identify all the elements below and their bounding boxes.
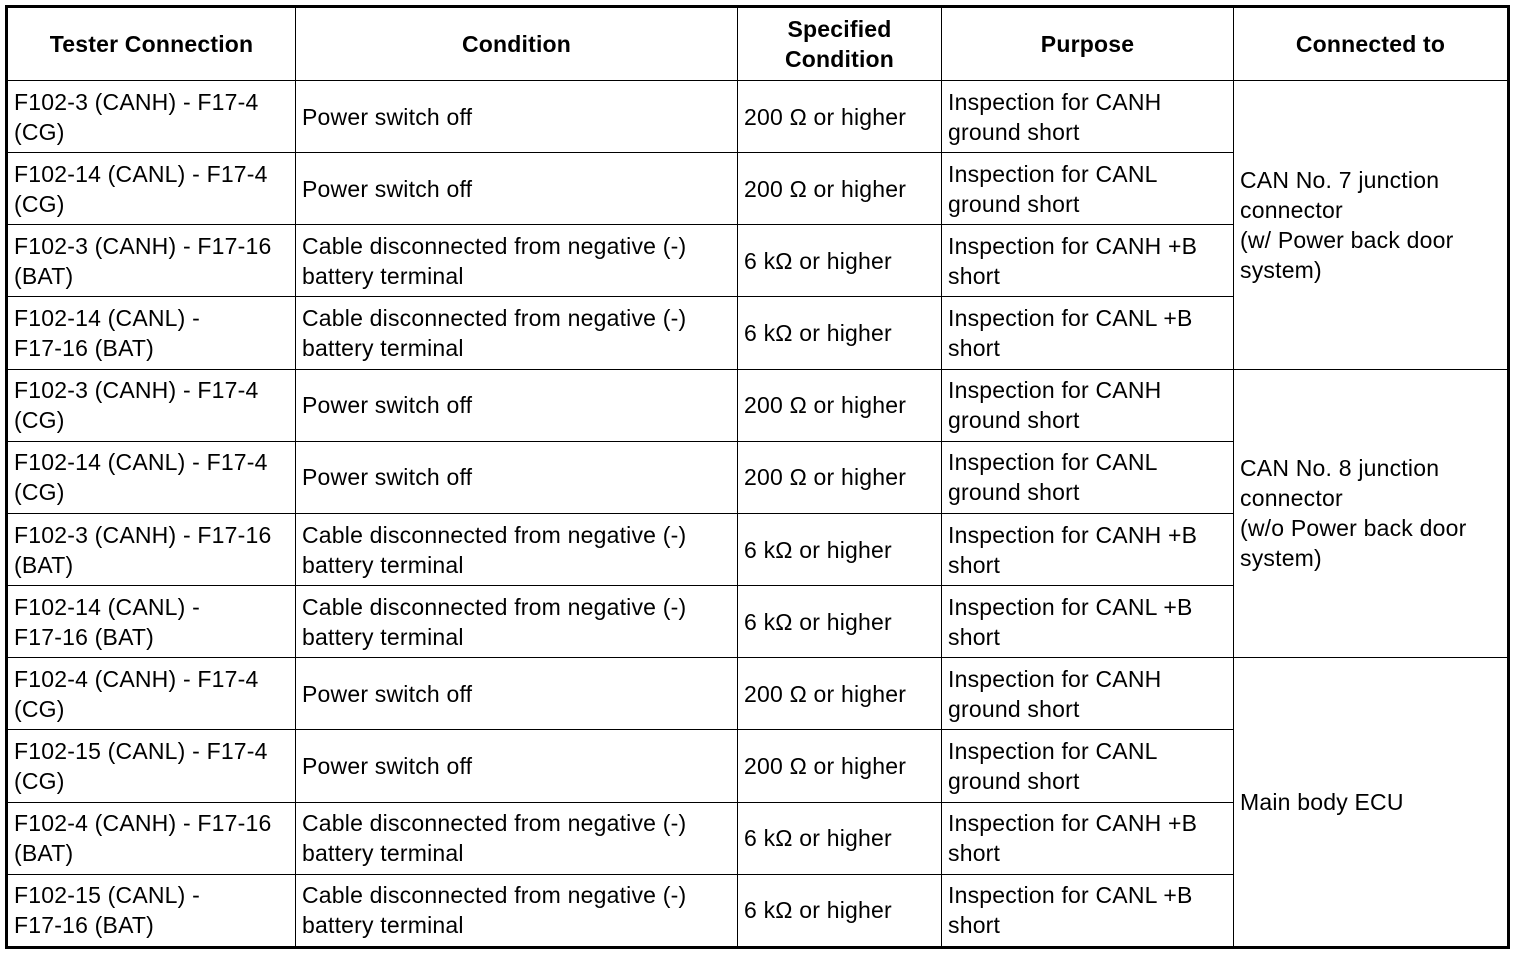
purpose-cell: Inspection for CANL ground short <box>942 153 1234 225</box>
connected-to-cell: CAN No. 8 junction connector (w/o Power back door system) <box>1234 369 1509 658</box>
purpose-cell: Inspection for CANH +B short <box>942 225 1234 297</box>
header-condition: Condition <box>296 7 738 81</box>
purpose-cell: Inspection for CANL +B short <box>942 874 1234 947</box>
condition-cell: Power switch off <box>296 153 738 225</box>
connected-to-cell: Main body ECU <box>1234 658 1509 948</box>
condition-cell: Power switch off <box>296 730 738 802</box>
specified-condition-cell: 6 kΩ or higher <box>738 513 942 585</box>
header-purpose: Purpose <box>942 7 1234 81</box>
specified-condition-cell: 200 Ω or higher <box>738 730 942 802</box>
condition-cell: Cable disconnected from negative (-) battery terminal <box>296 874 738 947</box>
tester-connection-cell: F102-3 (CANH) - F17-16 (BAT) <box>7 225 296 297</box>
specified-condition-cell: 200 Ω or higher <box>738 658 942 730</box>
specified-condition-cell: 200 Ω or higher <box>738 441 942 513</box>
tester-connection-cell: F102-15 (CANL) - F17-16 (BAT) <box>7 874 296 947</box>
tester-connection-cell: F102-3 (CANH) - F17-4 (CG) <box>7 81 296 153</box>
tester-connection-cell: F102-15 (CANL) - F17-4 (CG) <box>7 730 296 802</box>
condition-cell: Cable disconnected from negative (-) battery terminal <box>296 513 738 585</box>
table-row <box>7 658 1509 730</box>
specified-condition-cell: 6 kΩ or higher <box>738 225 942 297</box>
tester-connection-cell: F102-14 (CANL) - F17-16 (BAT) <box>7 586 296 658</box>
condition-cell: Cable disconnected from negative (-) battery terminal <box>296 802 738 874</box>
tester-connection-cell: F102-3 (CANH) - F17-4 (CG) <box>7 369 296 441</box>
table-row <box>7 81 1509 153</box>
purpose-cell: Inspection for CANH ground short <box>942 658 1234 730</box>
condition-cell: Cable disconnected from negative (-) battery terminal <box>296 297 738 369</box>
condition-cell: Power switch off <box>296 658 738 730</box>
tester-connection-cell: F102-3 (CANH) - F17-16 (BAT) <box>7 513 296 585</box>
purpose-cell: Inspection for CANH ground short <box>942 81 1234 153</box>
specified-condition-cell: 6 kΩ or higher <box>738 802 942 874</box>
condition-cell: Cable disconnected from negative (-) battery terminal <box>296 225 738 297</box>
specified-condition-cell: 200 Ω or higher <box>738 81 942 153</box>
purpose-cell: Inspection for CANL ground short <box>942 730 1234 802</box>
table-row <box>7 369 1509 441</box>
purpose-cell: Inspection for CANL +B short <box>942 297 1234 369</box>
specified-condition-cell: 200 Ω or higher <box>738 369 942 441</box>
purpose-cell: Inspection for CANL ground short <box>942 441 1234 513</box>
specified-condition-cell: 200 Ω or higher <box>738 153 942 225</box>
tester-connection-cell: F102-4 (CANH) - F17-16 (BAT) <box>7 802 296 874</box>
purpose-cell: Inspection for CANL +B short <box>942 586 1234 658</box>
tester-connection-cell: F102-4 (CANH) - F17-4 (CG) <box>7 658 296 730</box>
condition-cell: Power switch off <box>296 81 738 153</box>
header-tester-connection: Tester Connection <box>7 7 296 81</box>
condition-cell: Power switch off <box>296 441 738 513</box>
condition-cell: Power switch off <box>296 369 738 441</box>
specified-condition-cell: 6 kΩ or higher <box>738 874 942 947</box>
tester-connection-cell: F102-14 (CANL) - F17-16 (BAT) <box>7 297 296 369</box>
condition-cell: Cable disconnected from negative (-) battery terminal <box>296 586 738 658</box>
specified-condition-cell: 6 kΩ or higher <box>738 297 942 369</box>
tester-connection-cell: F102-14 (CANL) - F17-4 (CG) <box>7 441 296 513</box>
connected-to-cell: CAN No. 7 junction connector (w/ Power back door system) <box>1234 81 1509 370</box>
header-connected-to: Connected to <box>1234 7 1509 81</box>
specified-condition-cell: 6 kΩ or higher <box>738 586 942 658</box>
tester-connection-cell: F102-14 (CANL) - F17-4 (CG) <box>7 153 296 225</box>
purpose-cell: Inspection for CANH +B short <box>942 802 1234 874</box>
purpose-cell: Inspection for CANH +B short <box>942 513 1234 585</box>
header-specified-condition: Specified Condition <box>738 7 942 81</box>
inspection-table <box>5 5 1510 949</box>
purpose-cell: Inspection for CANH ground short <box>942 369 1234 441</box>
header-row <box>7 7 1509 81</box>
